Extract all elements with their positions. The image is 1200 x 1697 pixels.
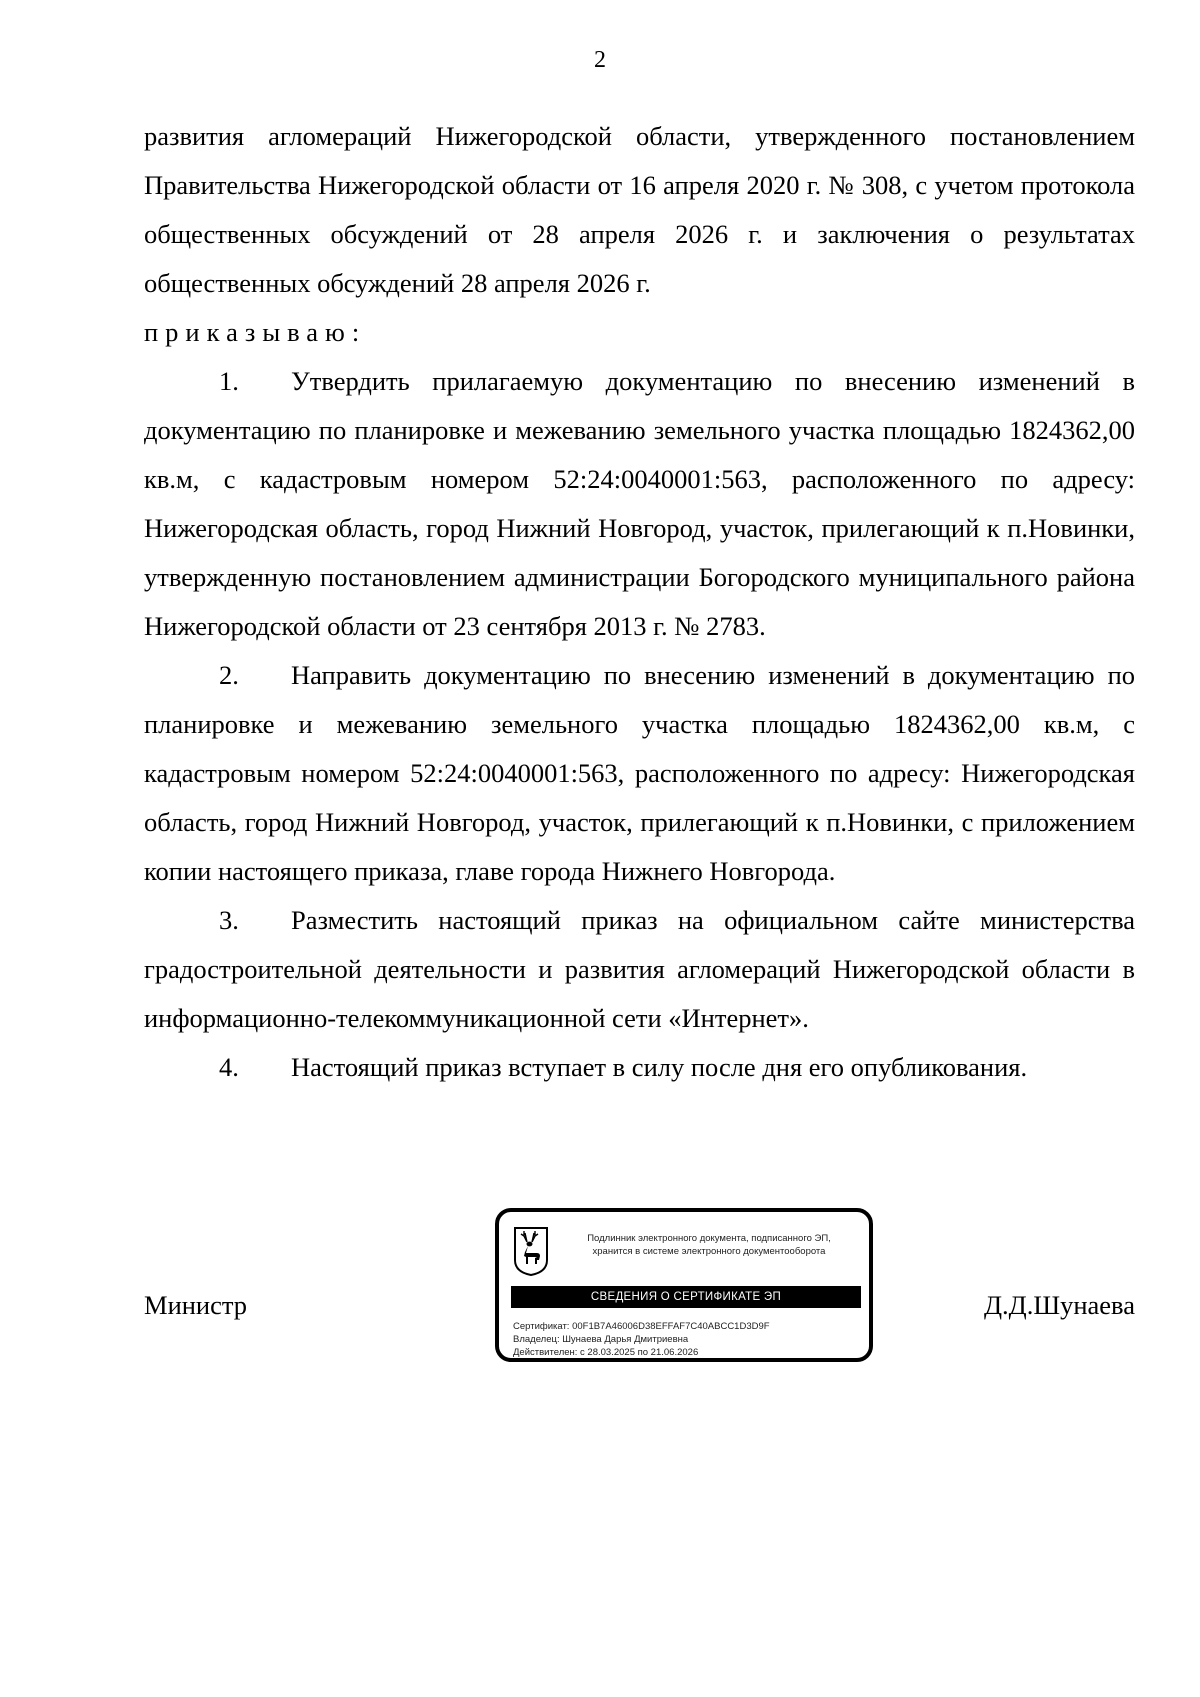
order-item-1 <box>144 357 1135 651</box>
stamp-certificate-details <box>513 1320 770 1359</box>
intro-paragraph: развития агломераций Нижегородской области, утвержденного постановлением Правительства Нижегородской области от 16 апреля 2020 г. № 308, с учетом протокола общественных обсуждений от 28 апреля 2026 г. и заключения о результатах общественных обсуждений 28 апреля 2026 г. <box>144 121 1135 298</box>
order-item-number: 2. <box>219 660 239 690</box>
order-item-number: 3. <box>219 905 239 935</box>
stamp-owner: Владелец: Шунаева Дарья Дмитриевна <box>513 1334 689 1345</box>
order-item-text: Настоящий приказ вступает в силу после дня его опубликования. <box>291 1052 1028 1082</box>
order-item-text: Разместить настоящий приказ на официальном сайте министерства градостроительной деятельности и развития агломераций Нижегородской области в информационно-телекоммуникационной сети «Интернет». <box>144 905 1135 1033</box>
stamp-header: СВЕДЕНИЯ О СЕРТИФИКАТЕ ЭП <box>511 1286 861 1308</box>
prikazyvayu-heading: приказываю: <box>144 317 367 347</box>
order-item-text: Направить документацию по внесению изменений в документацию по планировке и межеванию земельного участка площадью 1824362,00 кв.м, с кадастровым номером 52:24:0040001:563, расположенного по адресу: Нижегородская область, город Нижний Новгород, участок, прилегающий к п.Новинки, с приложением копии настоящего приказа, главе города Нижнего Новгорода. <box>144 660 1135 886</box>
nizhny-novgorod-deer-emblem-icon <box>513 1226 549 1276</box>
order-item-number: 1. <box>219 366 239 396</box>
stamp-notice <box>559 1232 859 1258</box>
signatory-title: Министр <box>144 1290 248 1320</box>
electronic-signature-stamp <box>495 1208 873 1362</box>
order-item-2 <box>144 651 1135 896</box>
signatory-name: Д.Д.Шунаева <box>983 1290 1135 1320</box>
stamp-validity: Действителен: с 28.03.2025 по 21.06.2026 <box>513 1347 699 1358</box>
document-body <box>144 112 1135 1092</box>
page-number: 2 <box>594 47 606 73</box>
stamp-notice-line: Подлинник электронного документа, подписанного ЭП, <box>587 1233 831 1244</box>
stamp-notice-line: хранится в системе электронного документооборота <box>592 1246 826 1257</box>
order-item-3 <box>144 896 1135 1043</box>
stamp-certificate-number: Сертификат: 00F1B7A46006D38EFFAF7C40ABCC1D3D9F <box>513 1321 770 1332</box>
order-item-text: Утвердить прилагаемую документацию по внесению изменений в документацию по планировке и межеванию земельного участка площадью 1824362,00 кв.м, с кадастровым номером 52:24:0040001:563, расположенного по адресу: Нижегородская область, город Нижний Новгород, участок, прилегающий к п.Новинки, утвержденную постановлением администрации Богородского муниципального района Нижегородской области от 23 сентября 2013 г. № 2783. <box>144 366 1135 641</box>
order-item-number: 4. <box>219 1052 239 1082</box>
order-item-4 <box>144 1043 1135 1092</box>
